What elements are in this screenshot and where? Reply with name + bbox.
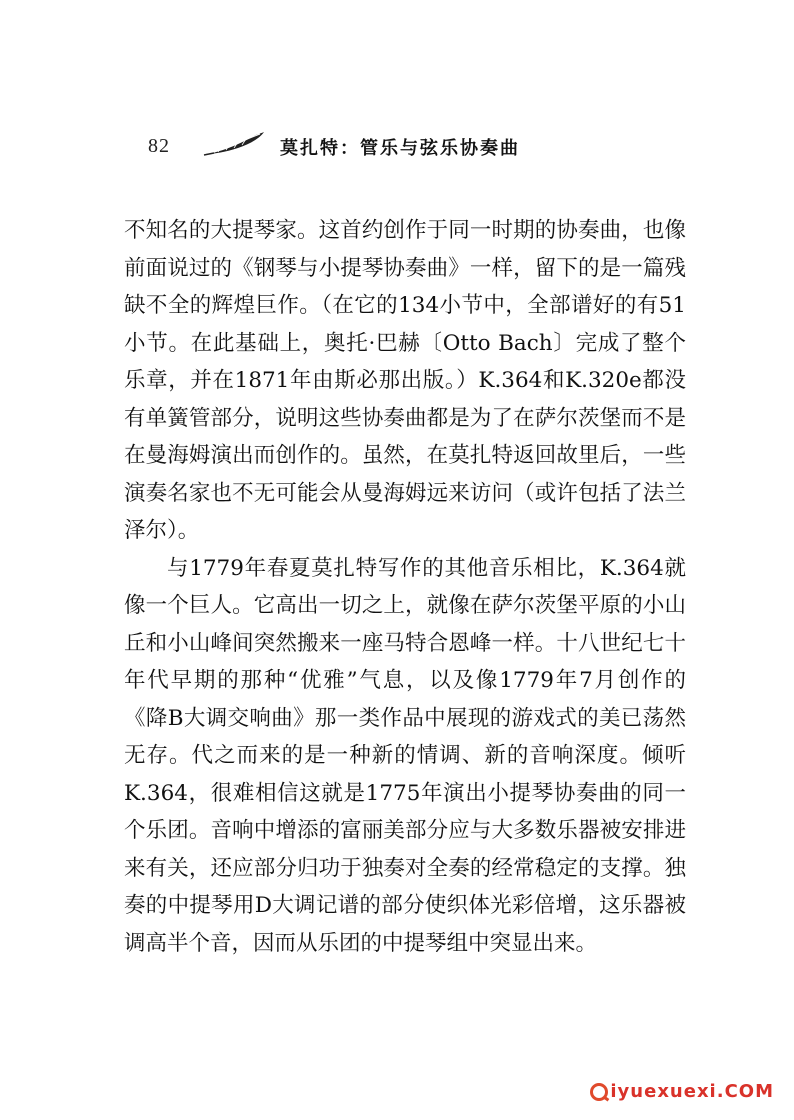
page-number: 82 — [148, 135, 170, 157]
quill-pen-icon — [202, 130, 266, 158]
watermark-text: iyuexuexi.COM — [610, 1081, 774, 1102]
paragraph: 不知名的大提琴家。这首约创作于同一时期的协奏曲，也像前面说过的《钢琴与小提琴协奏曲》一样，留下的是一篇残缺不全的辉煌巨作。（在它的134小节中，全部谱好的有51小节。在此基础上，奥托·巴赫〔Otto Bach〕完成了整个乐章，并在1871年由斯必那出版。）K.364和K.320e都没有单簧管部分，说明这些协奏曲都是为了在萨尔茨堡而不是在曼海姆演出而创作的。虽然，在莫扎特返回故里后，一些演奏名家也不无可能会从曼海姆远来访问（或许包括了法兰泽尔）。 — [124, 218, 686, 543]
watermark-logo-icon — [590, 1083, 608, 1101]
running-title: 莫扎特：管乐与弦乐协奏曲 — [280, 138, 520, 159]
site-watermark — [590, 1081, 774, 1102]
paragraph: 与1779年春夏莫扎特写作的其他音乐相比，K.364就像一个巨人。它高出一切之上，就像在萨尔茨堡平原的小山丘和小山峰间突然搬来一座马特合恩峰一样。十八世纪七十年代早期的那种“优雅”气息，以及像1779年7月创作的《降B大调交响曲》那一类作品中展现的游戏式的美已荡然无存。代之而来的是一种新的情调、新的音响深度。倾听K.364，很难相信这就是1775年演出小提琴协奏曲的同一个乐团。音响中增添的富丽美部分应与大多数乐器被安排进来有关，还应部分归功于独奏对全奏的经常稳定的支撑。独奏的中提琴用D大调记谱的部分使织体光彩倍增，这乐器被调高半个音，因而从乐团的中提琴组中突显出来。 — [124, 555, 686, 956]
body-text — [124, 212, 686, 962]
page-header — [140, 130, 600, 166]
